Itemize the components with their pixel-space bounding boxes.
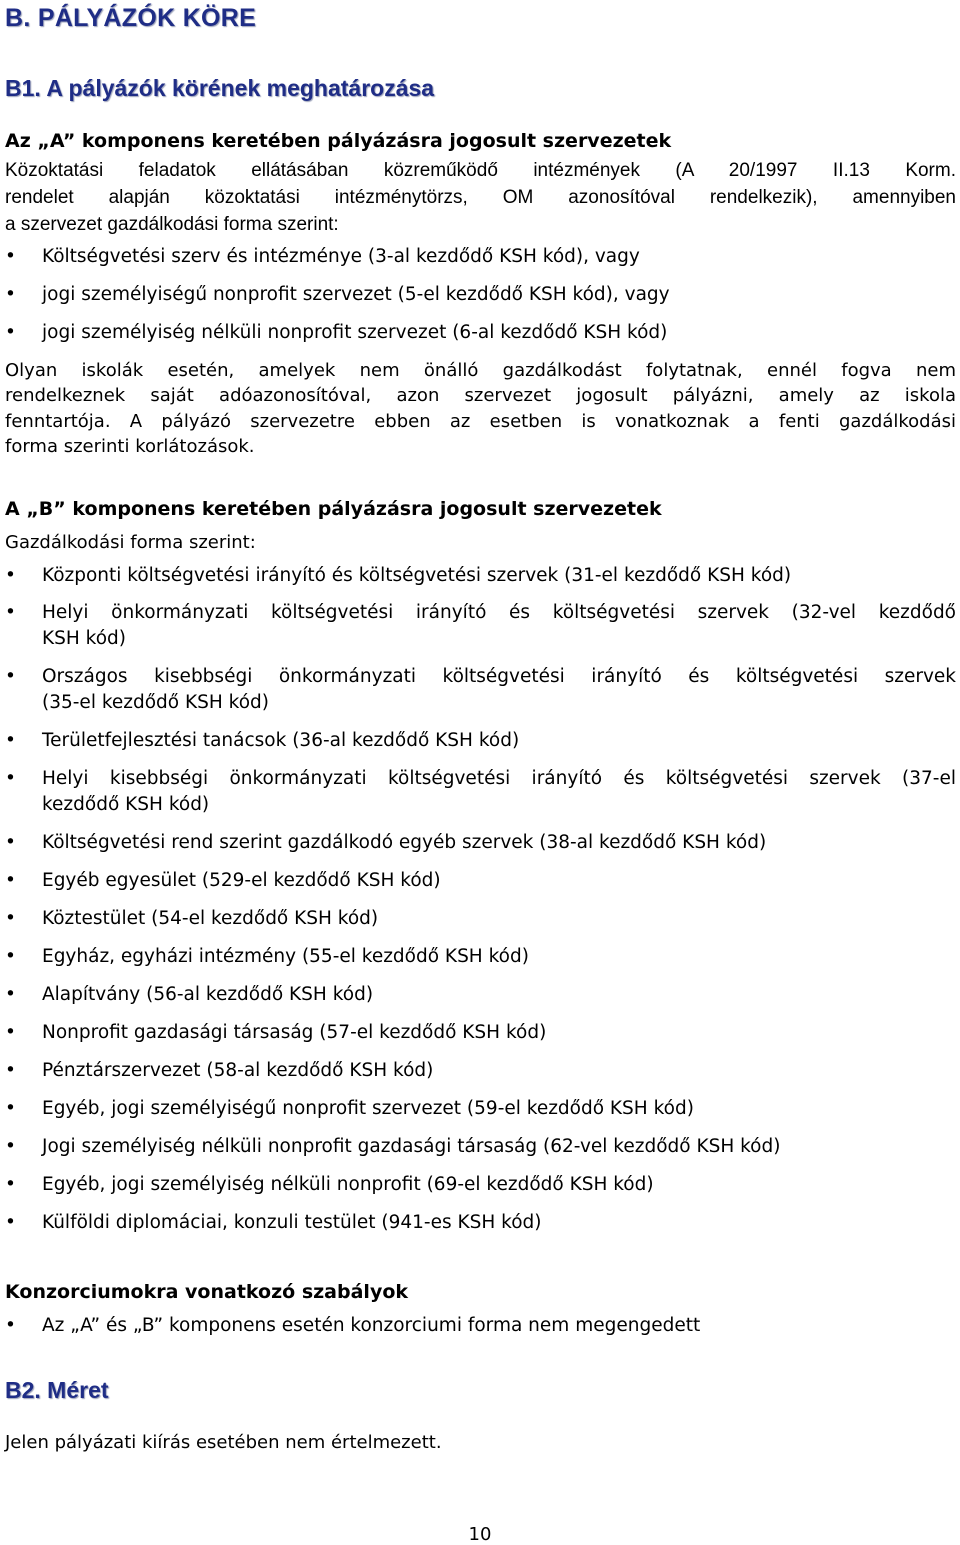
list-item-text: Alapítvány (56-al kezdődő KSH kód) xyxy=(42,984,374,1005)
bullet-icon: • xyxy=(5,984,16,1005)
list-item-text: jogi személyiségű nonprofit szervezet (5-el kezdődő KSH kód), vagy xyxy=(42,284,670,305)
list-item-text: Központi költségvetési irányító és költségvetési szervek (31-el kezdődő KSH kód) xyxy=(42,565,792,586)
list-item-text: Pénztárszervezet (58-al kezdődő KSH kód) xyxy=(42,1060,434,1081)
list-item-line: Országos kisebbségi önkormányzati költségvetési irányító és költségvetési szervek xyxy=(42,666,956,687)
list-item-line: Helyi kisebbségi önkormányzati költségvetési irányító és költségvetési szervek (37-el xyxy=(42,768,956,789)
section-b-intro: Gazdálkodási forma szerint: xyxy=(5,532,256,553)
list-item-text: Egyház, egyházi intézmény (55-el kezdődő KSH kód) xyxy=(42,946,529,967)
page-number: 10 xyxy=(468,1524,492,1545)
bullet-icon: • xyxy=(5,666,16,687)
paragraph-line: rendelkeznek saját adóazonosítóval, azon szervezet jogosult pályázni, amely az iskola xyxy=(5,385,956,407)
heading-b2: B2. Méret xyxy=(5,1377,109,1403)
list-item-text: Külföldi diplomáciai, konzuli testület (941-es KSH kód) xyxy=(42,1212,542,1233)
bullet-icon: • xyxy=(5,768,16,789)
list-item-text: Egyéb egyesület (529-el kezdődő KSH kód) xyxy=(42,870,441,891)
schools-paragraph xyxy=(5,358,956,459)
section-heading-b: B. PÁLYÁZÓK KÖRE xyxy=(5,4,257,32)
section-b-title: A „B” komponens keretében pályázásra jogosult szervezetek xyxy=(5,498,662,520)
bullet-icon: • xyxy=(5,1212,16,1233)
list-item-text: Köztestület (54-el kezdődő KSH kód) xyxy=(42,908,379,929)
bullet-icon: • xyxy=(5,1174,16,1195)
bullet-icon: • xyxy=(5,1136,16,1157)
bullet-icon: • xyxy=(5,946,16,967)
list-item-text: Költségvetési rend szerint gazdálkodó egyéb szervek (38-al kezdődő KSH kód) xyxy=(42,832,767,853)
list-item-line: (35-el kezdődő KSH kód) xyxy=(42,691,269,713)
size-text: Jelen pályázati kiírás esetében nem értelmezett. xyxy=(5,1432,442,1453)
bullet-icon: • xyxy=(5,1060,16,1081)
list-item-text xyxy=(42,600,956,651)
list-item-line: KSH kód) xyxy=(42,627,126,649)
bullet-icon: • xyxy=(5,284,16,305)
bullet-icon: • xyxy=(5,246,16,267)
intro-line: Közoktatási feladatok ellátásában közreműködő intézmények (A 20/1997 II.13 Korm. xyxy=(5,160,956,181)
list-item-text xyxy=(42,664,956,715)
paragraph-line: fenntartója. A pályázó szervezetre ebben az esetben is vonatkoznak a fenti gazdálkodási xyxy=(5,410,956,432)
list-item-text: Költségvetési szerv és intézménye (3-al kezdődő KSH kód), vagy xyxy=(42,246,640,267)
heading-b1: B1. A pályázók körének meghatározása xyxy=(5,75,435,101)
list-item-line: kezdődő KSH kód) xyxy=(42,793,210,815)
list-item-text: Az „A” és „B” komponens esetén konzorciumi forma nem megengedett xyxy=(42,1315,701,1336)
bullet-icon: • xyxy=(5,1098,16,1119)
list-item-text: Jogi személyiség nélküli nonprofit gazdasági társaság (62-vel kezdődő KSH kód) xyxy=(42,1136,781,1157)
bullet-icon: • xyxy=(5,870,16,891)
bullet-icon: • xyxy=(5,1315,16,1336)
list-item-text: Területfejlesztési tanácsok (36-al kezdődő KSH kód) xyxy=(42,730,520,751)
intro-line: a szervezet gazdálkodási forma szerint: xyxy=(5,214,339,235)
intro-line: rendelet alapján közoktatási intézménytörzs, OM azonosítóval rendelkezik), amennyiben xyxy=(5,187,956,208)
bullet-icon: • xyxy=(5,908,16,929)
bullet-icon: • xyxy=(5,730,16,751)
list-item-text: Egyéb, jogi személyiségű nonprofit szervezet (59-el kezdődő KSH kód) xyxy=(42,1098,694,1119)
paragraph-line: Olyan iskolák esetén, amelyek nem önálló gazdálkodást folytatnak, ennél fogva nem xyxy=(5,360,956,381)
consortium-title: Konzorciumokra vonatkozó szabályok xyxy=(5,1281,409,1303)
bullet-icon: • xyxy=(5,602,16,623)
bullet-icon: • xyxy=(5,1022,16,1043)
list-item-line: Helyi önkormányzati költségvetési irányító és költségvetési szervek (32-vel kezdődő xyxy=(42,602,956,623)
bullet-icon: • xyxy=(5,832,16,853)
list-item-text: Nonprofit gazdasági társaság (57-el kezdődő KSH kód) xyxy=(42,1022,547,1043)
list-item-text: jogi személyiség nélküli nonprofit szervezet (6-al kezdődő KSH kód) xyxy=(42,322,668,343)
list-item-text xyxy=(42,766,956,817)
bullet-icon: • xyxy=(5,565,16,586)
section-a-title: Az „A” komponens keretében pályázásra jogosult szervezetek xyxy=(5,130,672,152)
section-a-intro xyxy=(5,157,956,238)
paragraph-line: forma szerinti korlátozások. xyxy=(5,435,255,457)
list-item-text: Egyéb, jogi személyiség nélküli nonprofit (69-el kezdődő KSH kód) xyxy=(42,1174,654,1195)
bullet-icon: • xyxy=(5,322,16,343)
